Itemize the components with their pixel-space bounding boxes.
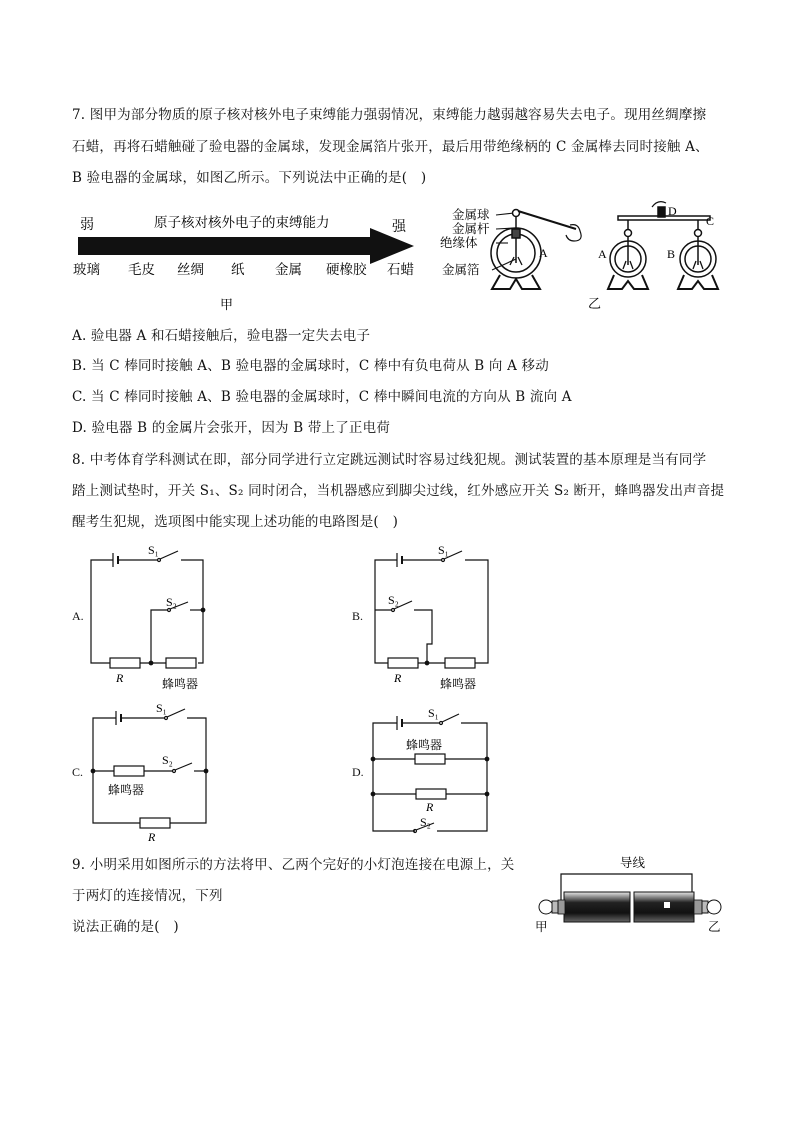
q7-stem-line-2: 石蜡，再将石蜡触碰了验电器的金属球，发现金属箔片张开，最后用带绝缘柄的 C 金属棒去同时接触 A、 [72,139,709,155]
q8-stem-line-3: 醒考生犯规，选项图中能实现上述功能的电路图是( ) [72,514,399,530]
caption-jia: 甲 [220,298,234,313]
rod-end-C: C [706,214,715,228]
electroscope-left [491,210,581,290]
q8-stem-line-2: 踏上测试垫时，开关 S₁、S₂ 同时闭合，当机器感应到脚尖过线，红外感应开关 S₂ 断开，蜂鸣器发出声音提 [72,483,725,499]
battery-left [558,892,630,922]
lamp-yi-label: 乙 [708,919,721,934]
lamp-jia-label: 甲 [535,919,548,934]
q7-stem-line-3: B 验电器的金属球，如图乙所示。下列说法中正确的是( ) [72,170,427,186]
q9-figure [534,850,724,935]
resistor-label: R [426,800,434,814]
q7-option-D: D. 验电器 B 的金属片会张开，因为 B 带上了正电荷 [72,420,391,436]
buzzer-label: 蜂鸣器 [108,783,145,797]
electroscope-labels [440,207,490,277]
weak-label: 弱 [80,217,94,233]
label-insulator: 绝缘体 [440,235,478,250]
right-electroscope-A: A [598,247,607,261]
q7-option-C: C. 当 C 棒同时接触 A、B 验电器的金属球时，C 棒中瞬间电流的方向从 B 流向 A [72,389,572,405]
buzzer-label: 蜂鸣器 [440,677,477,691]
circuit-B [372,540,512,690]
buzzer-label: 蜂鸣器 [406,738,443,752]
material-wax: 石蜡 [387,262,414,278]
switch-S2: S₂ [162,753,173,767]
circuit-C [88,700,228,850]
rod-end-D: D [668,204,677,218]
resistor-R [140,818,170,828]
battery-right [634,892,702,922]
arrow-text: 原子核对核外电子的束缚能力 [154,215,330,231]
lamp-yi [702,900,721,914]
right-electroscope-B: B [667,247,676,261]
electroscope-A [608,230,648,290]
label-metal-rod: 金属杆 [452,221,490,236]
material-fur: 毛皮 [128,262,155,278]
buzzer [166,658,196,668]
q8-stem-line-1: 8. 中考体育学科测试在即，部分同学进行立定跳远测试时容易过线犯规。测试装置的基本原理是当有同学 [72,452,707,468]
buzzer-label: 蜂鸣器 [162,677,199,691]
material-rubber: 硬橡胶 [326,262,367,278]
q7-option-A: A. 验电器 A 和石蜡接触后，验电器一定失去电子 [72,328,371,344]
q9-stem-line-2: 于两灯的连接情况，下列 [72,888,223,904]
q7-option-B: B. 当 C 棒同时接触 A、B 验电器的金属球时，C 棒中有负电荷从 B 向 A 移动 [72,358,549,374]
resistor-label: R [116,671,124,685]
material-glass: 玻璃 [73,262,100,278]
metal-rod-C [618,202,710,229]
resistor-R [388,658,418,668]
circuit-C-label: C. [72,765,84,779]
buzzer [445,658,475,668]
caption-yi: 乙 [588,297,602,312]
circuit-A [88,540,228,690]
wire-label: 导线 [620,855,646,870]
circuit-D-label: D. [352,765,364,779]
strong-label: 强 [392,219,406,235]
circuit-A-label: A. [72,609,84,623]
resistor-label: R [148,830,156,844]
resistor-R [110,658,140,668]
q7-stem-line-1: 7. 图甲为部分物质的原子核对核外电子束缚能力强弱情况，束缚能力越弱越容易失去电子。现用丝绸摩擦 [72,107,707,123]
circuit-D [370,700,510,850]
label-metal-foil: 金属箔 [442,262,480,277]
circuit-B-label: B. [352,609,364,623]
electroscope-B [678,230,718,290]
switch-S2: S₂ [388,593,399,607]
buzzer [415,754,445,764]
material-paper: 纸 [231,262,245,278]
switch-S1: S₁ [438,543,449,557]
q7-figure-yi [438,195,728,310]
switch-S1: S₁ [148,543,159,557]
q9-stem-line-3: 说法正确的是( ) [72,919,179,935]
lamp-jia [539,900,558,914]
resistor-label: R [394,671,402,685]
label-metal-ball: 金属球 [452,207,490,222]
material-metal: 金属 [275,262,302,278]
switch-S1: S₁ [428,706,439,720]
switch-S2: S₂ [420,815,431,829]
resistor-R [416,789,446,799]
material-silk: 丝绸 [177,262,204,278]
switch-S1: S₁ [156,701,167,715]
left-electroscope-A: A [539,246,548,260]
buzzer [114,766,144,776]
arrow-shape [78,228,414,264]
switch-S2: S₂ [166,595,177,609]
q7-figure-jia [70,205,430,315]
q9-stem-line-1: 9. 小明采用如图所示的方法将甲、乙两个完好的小灯泡连接在电源上，关 [72,857,515,873]
